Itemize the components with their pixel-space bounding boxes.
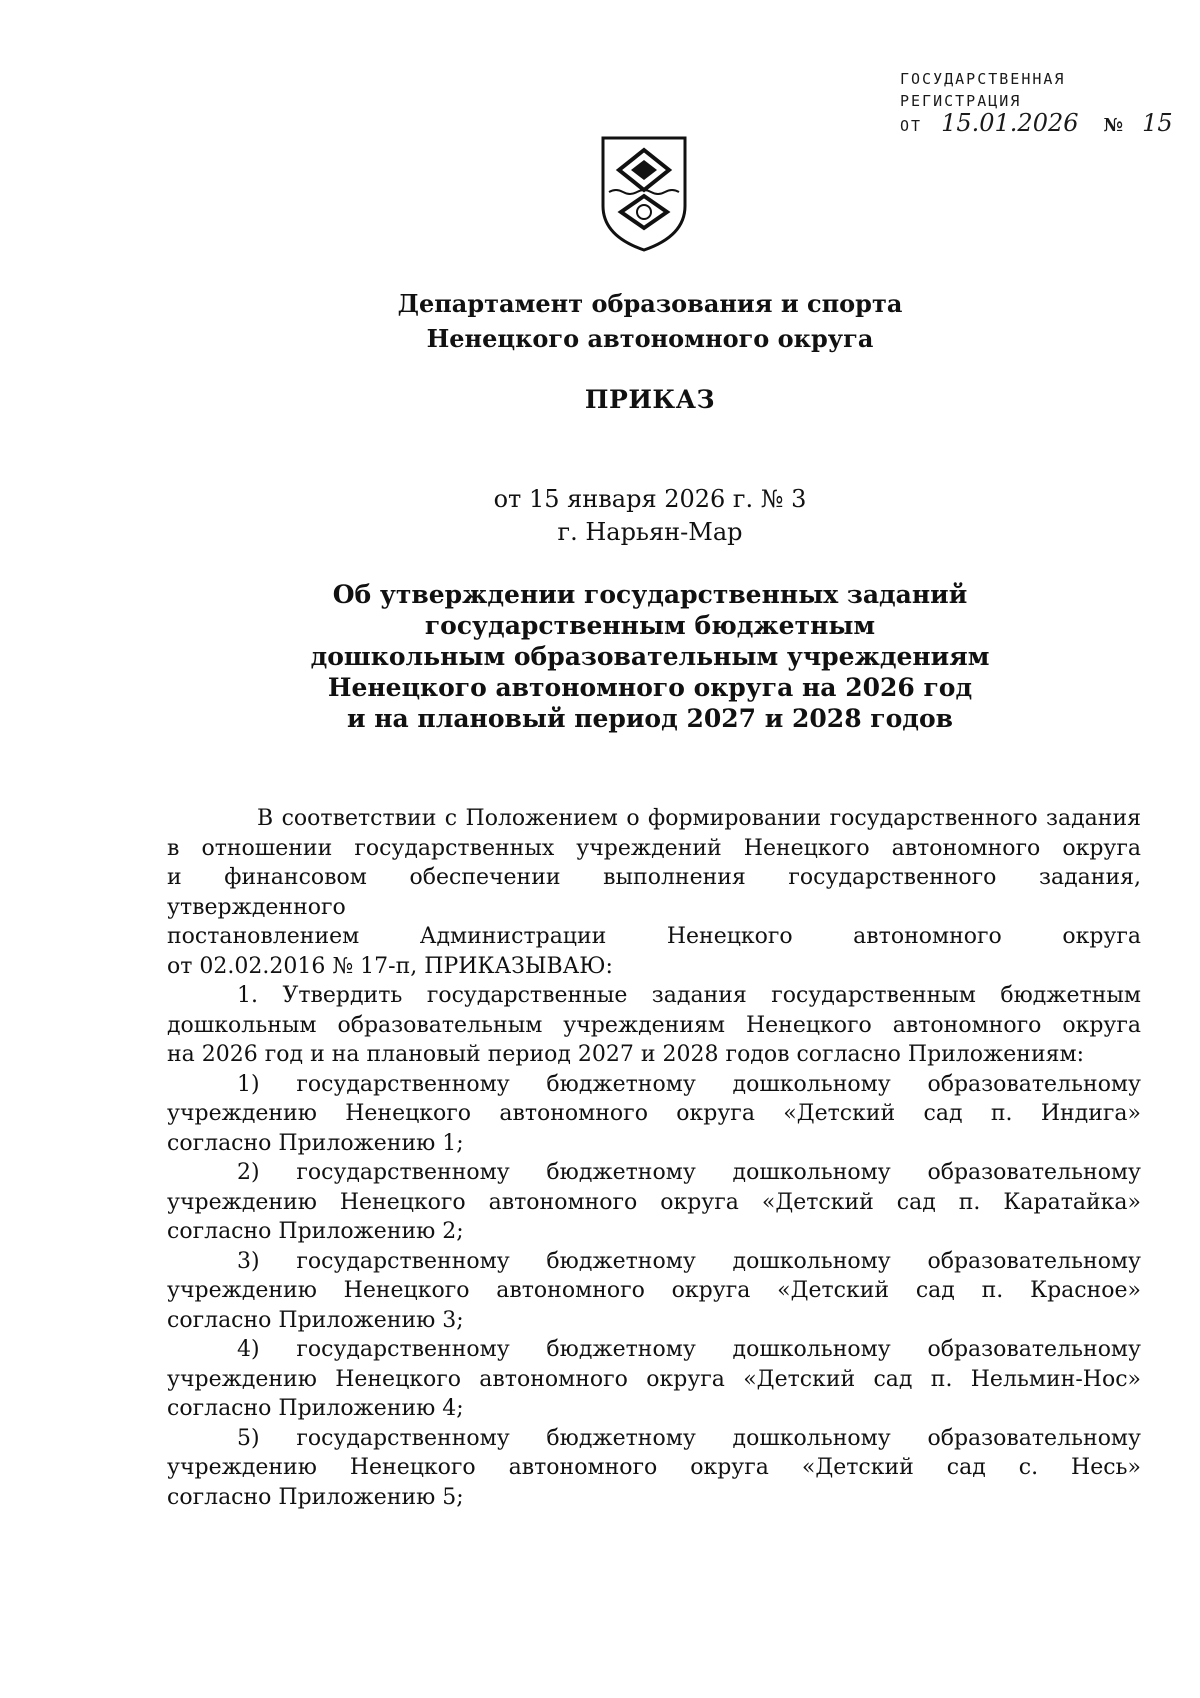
subitem-line: 3) государственному бюджетному дошкольному образовательному (237, 1248, 1141, 1274)
item-1-line: 1. Утвердить государственные задания государственным бюджетным (237, 983, 1141, 1008)
stamp-reg-date: 15.01.2026 (941, 109, 1079, 137)
body-line: в отношении государственных учреждений Ненецкого автономного округа (167, 835, 1141, 861)
subitem-line: 5) государственному бюджетному дошкольному образовательному (237, 1425, 1141, 1451)
registration-stamp (900, 68, 1173, 137)
title-line-1: Об утверждении государственных заданий (332, 580, 968, 609)
body-line: постановлением Администрации Ненецкого автономного округа (167, 924, 1141, 949)
subitem-line: учреждению Ненецкого автономного округа «Детский сад с. Несь» (167, 1455, 1141, 1480)
title-line-4: Ненецкого автономного округа на 2026 год (327, 673, 973, 702)
department-header (0, 286, 1200, 356)
title-line-5: и на плановый период 2027 и 2028 годов (346, 704, 953, 733)
coat-of-arms-emblem (601, 136, 687, 252)
subitem-line: согласно Приложению 2; (167, 1219, 464, 1244)
body-line: В соответствии с Положением о формировании государственного задания (257, 806, 1141, 831)
date-block (0, 483, 1200, 549)
subitem-line: учреждению Ненецкого автономного округа «Детский сад п. Нельмин-Нос» (167, 1366, 1141, 1392)
subitem-line: согласно Приложению 1; (167, 1130, 464, 1156)
subitem-line: учреждению Ненецкого автономного округа «Детский сад п. Каратайка» (167, 1189, 1141, 1215)
department-line-2: Ненецкого автономного округа (426, 324, 874, 353)
item-1-line: дошкольным образовательным учреждениям Ненецкого автономного округа (167, 1012, 1141, 1038)
subitem-line: согласно Приложению 4; (167, 1396, 464, 1421)
subitem-line: согласно Приложению 3; (167, 1307, 464, 1333)
stamp-from-label: ОТ (900, 117, 923, 135)
subitem-line: 2) государственному бюджетному дошкольному образовательному (237, 1160, 1141, 1185)
subitem-line: согласно Приложению 5; (167, 1484, 464, 1510)
body-line: и финансовом обеспечении выполнения государственного задания, утвержденного (167, 865, 1141, 920)
subitem-line: учреждению Ненецкого автономного округа «Детский сад п. Красное» (167, 1278, 1141, 1303)
stamp-line-1: ГОСУДАРСТВЕННАЯ (900, 70, 1066, 88)
item-1-line: на 2026 год и на плановый период 2027 и 2028 годов согласно Приложениям: (167, 1042, 1085, 1067)
body-line: от 02.02.2016 № 17-п, ПРИКАЗЫВАЮ: (167, 953, 613, 979)
order-city: г. Нарьян-Мар (557, 518, 743, 546)
title-line-2: государственным бюджетным (424, 611, 876, 640)
subitem-line: 1) государственному бюджетному дошкольному образовательному (237, 1071, 1141, 1097)
subitem-line: 4) государственному бюджетному дошкольному образовательному (237, 1337, 1141, 1362)
stamp-line-2: РЕГИСТРАЦИЯ (900, 92, 1022, 110)
order-date-number: от 15 января 2026 г. № 3 (493, 485, 807, 513)
stamp-no-label: № (1103, 115, 1124, 136)
subitem-line: учреждению Ненецкого автономного округа «Детский сад п. Индига» (167, 1101, 1141, 1126)
stamp-reg-number: 15 (1142, 109, 1173, 137)
department-line-1: Департамент образования и спорта (397, 289, 903, 318)
order-body (167, 804, 1141, 1512)
document-type: ПРИКАЗ (584, 385, 716, 414)
title-line-3: дошкольным образовательным учреждениям (310, 642, 990, 671)
order-title (0, 579, 1200, 734)
